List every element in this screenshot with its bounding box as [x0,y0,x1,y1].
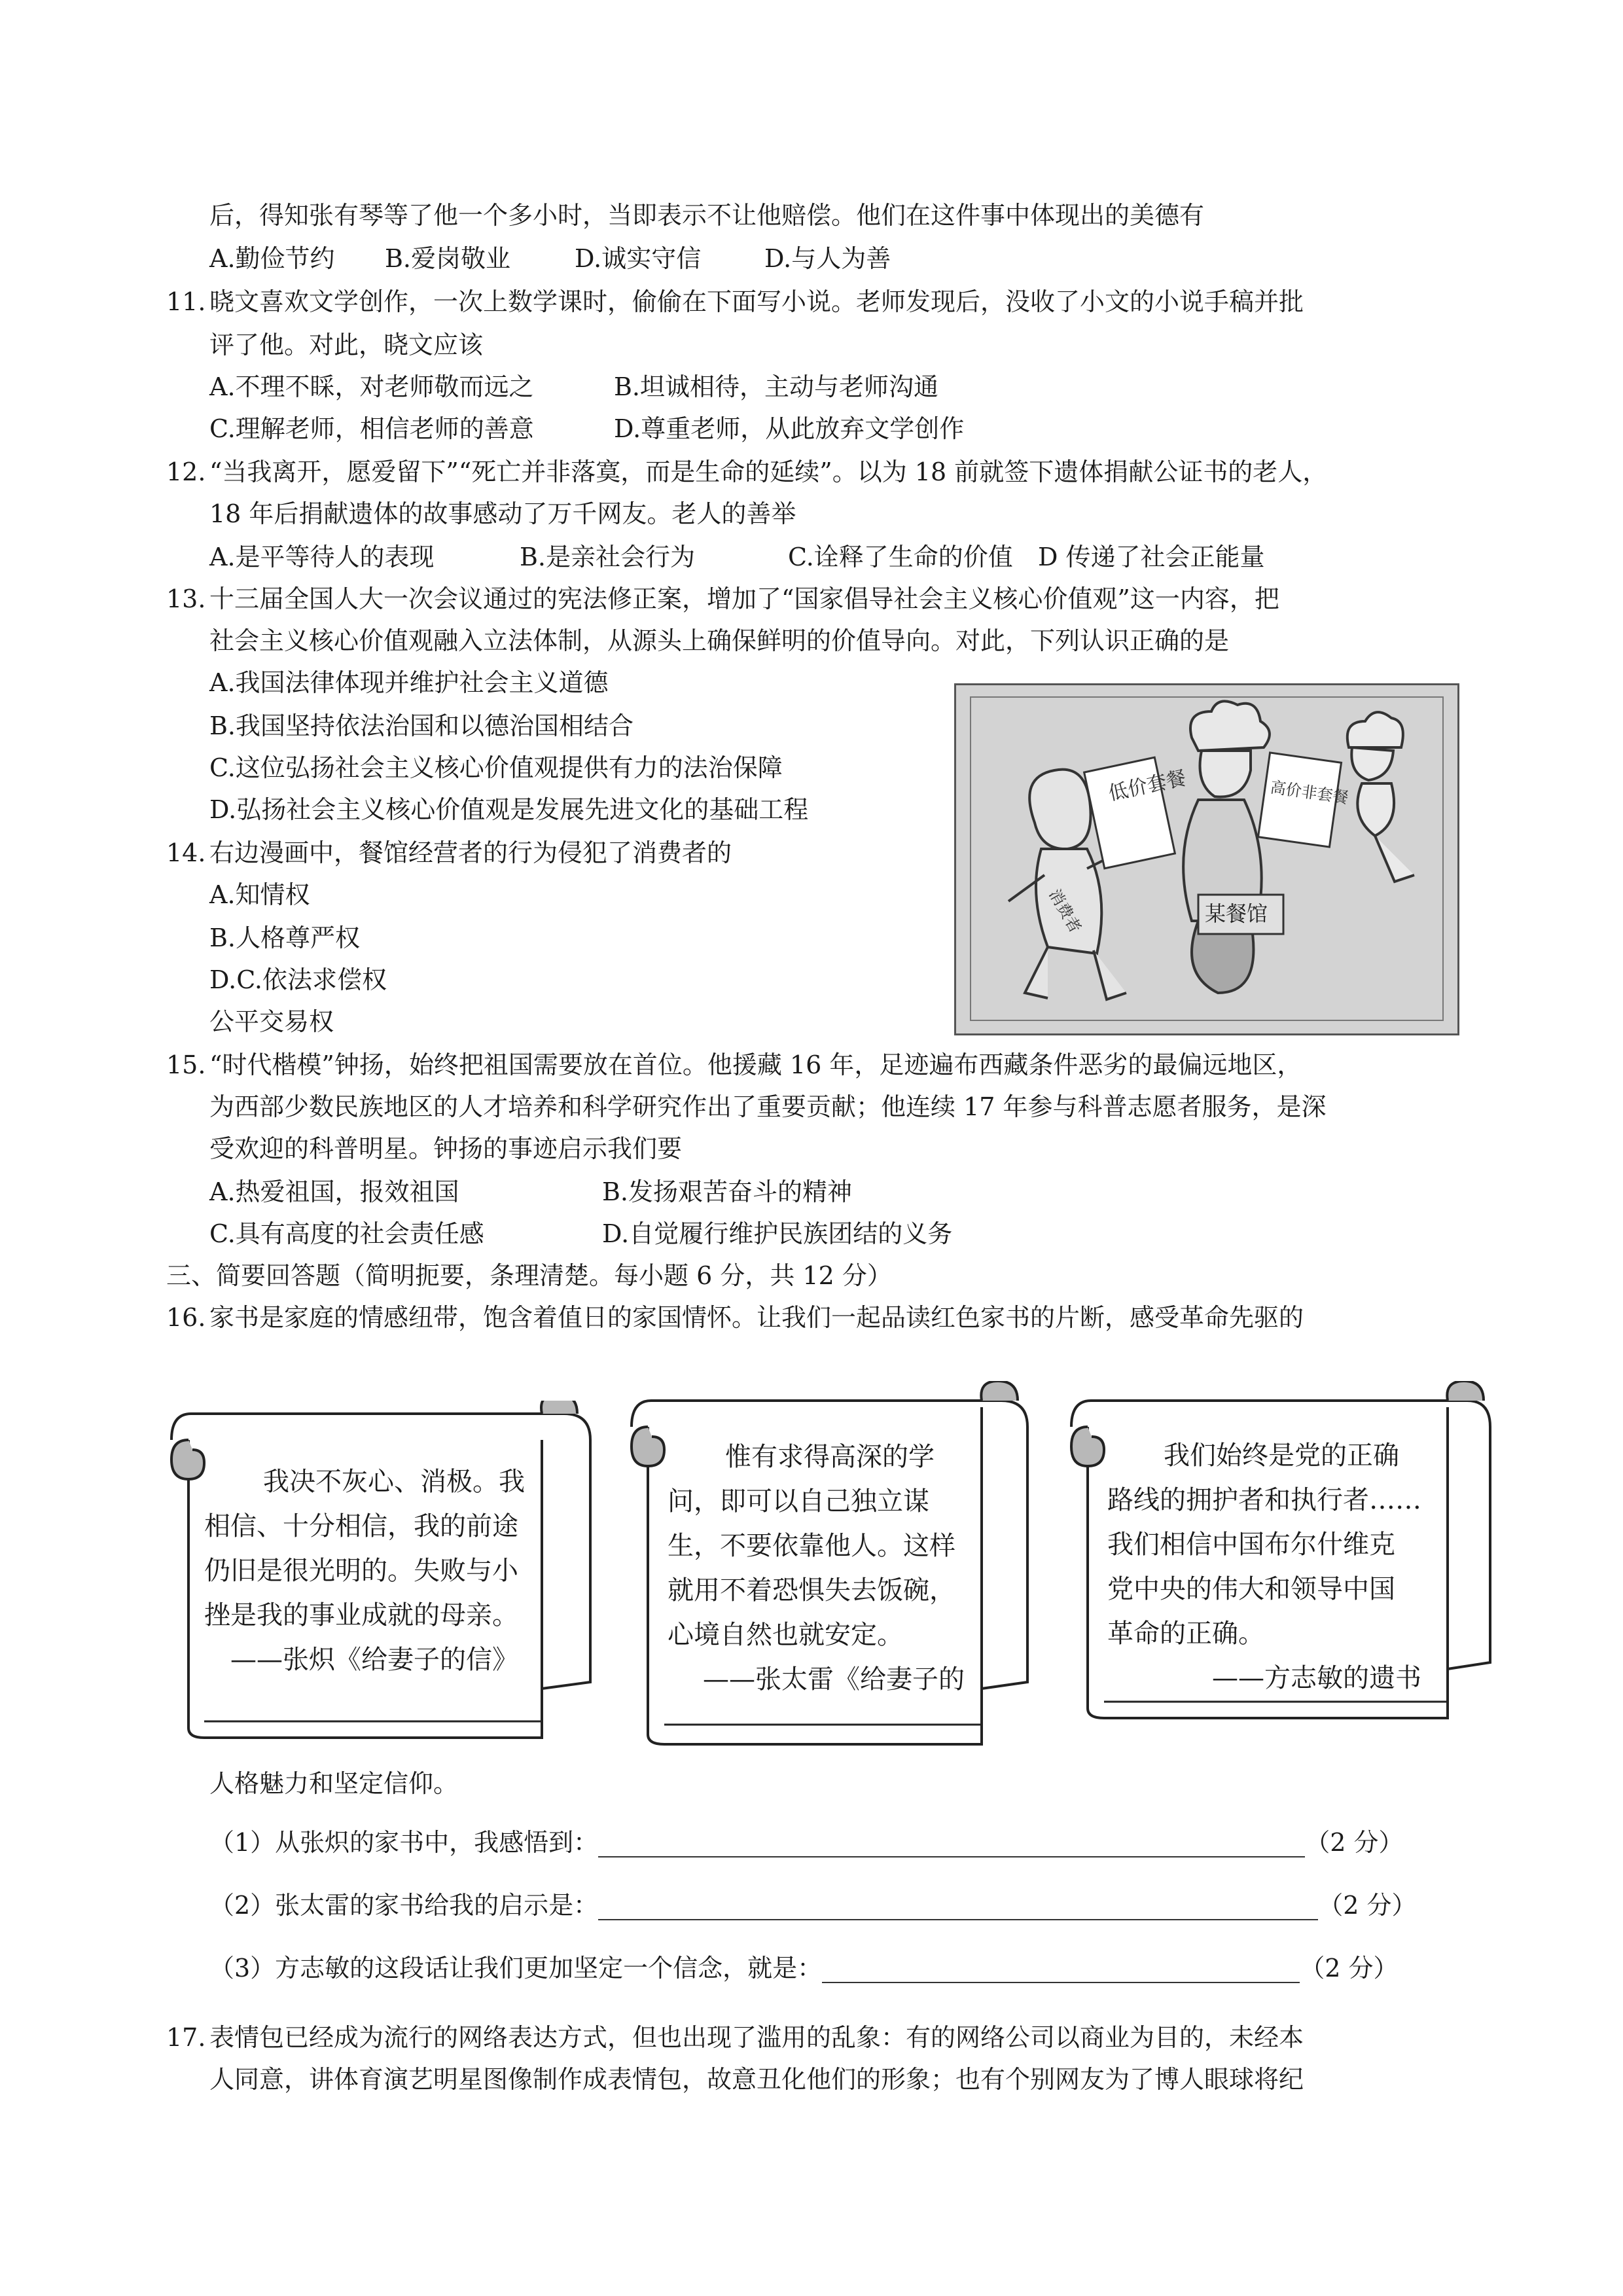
letter-2-line5: 心境自然也就安定。 [668,1620,903,1650]
q16-sub3-answer-line[interactable] [822,1958,1300,1983]
letter-1-line3: 仍旧是很光明的。失败与小 [204,1556,518,1586]
q16-sub3 [209,1953,1398,1983]
letter-2-line2: 问，即可以自己独立谋 [668,1486,929,1516]
q16-sub1-score: （2 分） [1305,1828,1404,1857]
letter-3-line5: 革命的正确。 [1107,1619,1264,1649]
cartoon-drawing [956,685,1457,1033]
chef-figure [1183,701,1270,993]
q13-option-c: C.这位弘扬社会主义核心价值观提供有力的法治保障 [209,753,783,782]
q16-number: 16. [166,1303,206,1332]
q12-option-d: D 传递了社会正能量 [1038,543,1265,571]
q10-option-c: D.诚实守信 [575,244,702,273]
letter-1-source: ——张炽《给妻子的信》 [230,1645,518,1675]
q16-stem-line1: 家书是家庭的情感纽带，饱含着值日的家国情怀。让我们一起品读红色家书的片断，感受革命先驱的 [209,1303,1304,1332]
q11-option-d: D.尊重老师，从此放弃文学创作 [614,414,965,443]
customer-label: 消费者 [1045,886,1085,937]
letter-3-line1: 我们始终是党的正确 [1164,1441,1399,1471]
q14-option-c: D.C.依法求偿权 [209,965,387,994]
letter-2-source: ——张太雷《给妻子的 [703,1664,965,1695]
q10-options [209,243,891,274]
q15-option-d: D.自觉履行维护民族团结的义务 [602,1219,953,1248]
q16-sub2-label: （2）张太雷的家书给我的启示是： [209,1891,599,1920]
q13-stem-line2: 社会主义核心价值观融入立法体制，从源头上确保鲜明的价值导向。对此，下列认识正确的是 [209,626,1230,655]
q15-option-a: A.热爱祖国，报效祖国 [209,1177,459,1206]
letter-2-line3: 生，不要依靠他人。这样 [668,1531,955,1561]
q14-option-b: B.人格尊严权 [209,924,361,952]
letter-3-line2: 路线的拥护者和执行者…… [1107,1485,1421,1515]
q10-continuation: 后，得知张有琴等了他一个多小时，当即表示不让他赔偿。他们在这件事中体现出的美德有 [209,201,1205,230]
q16-sub1-answer-line[interactable] [598,1833,1305,1857]
q16-sub2 [209,1890,1416,1920]
sign-high-price: 高价非套餐 [1269,778,1350,808]
q11-options-row2 [209,414,964,444]
letter-scroll-3 [1042,1381,1493,1748]
q16-sub1-label: （1）从张炽的家书中，我感悟到： [209,1828,599,1857]
letter-3-line4: 党中央的伟大和领导中国 [1107,1574,1395,1604]
q15-options-row2 [209,1219,952,1249]
section-3-heading: 三、简要回答题（简明扼要，条理清楚。每小题 6 分，共 12 分） [166,1261,892,1290]
q11-options-row1 [209,372,938,402]
q15-stem-line3: 受欢迎的科普明星。钟扬的事迹启示我们要 [209,1134,683,1163]
consumer-rights-cartoon [954,683,1459,1035]
q14-option-d: 公平交易权 [209,1007,334,1036]
q14-number: 14. [166,838,206,867]
q12-option-a: A.是平等待人的表现 [209,543,435,571]
q11-stem-line2: 评了他。对此，晓文应该 [209,331,484,359]
letter-2-line4: 就用不着恐惧失去饭碗， [668,1575,955,1605]
q13-option-a: A.我国法律体现并维护社会主义道德 [209,668,609,697]
q10-option-a: A.勤俭节约 [209,244,335,273]
q17-stem-line1: 表情包已经成为流行的网络表达方式，但也出现了滥用的乱象：有的网络公司以商业为目的，未经本 [209,2023,1304,2052]
q12-options [209,542,1265,572]
q11-option-a: A.不理不睬，对老师敬而远之 [209,372,534,401]
sign-low-price: 低价套餐 [1106,766,1188,806]
letter-scroll-2 [609,1381,1034,1748]
q13-stem-line1: 十三届全国人大一次会议通过的宪法修正案，增加了“国家倡导社会主义核心价值观”这一内容，把 [209,584,1279,613]
q16-sub3-label: （3）方志敏的这段话让我们更加坚定一个信念，就是： [209,1954,823,1982]
q13-option-d: D.弘扬社会主义核心价值观是发展先进文化的基础工程 [209,795,809,824]
q15-options-row1 [209,1177,852,1207]
q12-option-b: B.是亲社会行为 [520,543,696,571]
q12-stem-line2: 18 年后捐献遗体的故事感动了万千网友。老人的善举 [209,499,796,528]
q14-stem: 右边漫画中，餐馆经营者的行为侵犯了消费者的 [209,838,732,867]
q15-option-b: B.发扬艰苦奋斗的精神 [602,1177,853,1206]
q11-stem-line1: 晓文喜欢文学创作，一次上数学课时，偷偷在下面写小说。老师发现后，没收了小文的小说手稿并批 [209,287,1304,316]
letter-2-line1: 惟有求得高深的学 [725,1442,935,1472]
q16-sub1 [209,1827,1403,1857]
q17-stem-line2: 人同意，讲体育演艺明星图像制作成表情包，故意丑化他们的形象；也有个别网友为了博人眼球将纪 [209,2065,1304,2094]
q13-option-b: B.我国坚持依法治国和以德治国相结合 [209,711,634,740]
q15-stem-line1: “时代楷模”钟扬，始终把祖国需要放在首位。他援藏 16 年，足迹遍布西藏条件恶劣的最偏远地区， [209,1050,1302,1079]
q12-stem-line1: “当我离开，愿爱留下”“死亡并非落寞，而是生命的延续”。以为 18 前就签下遗体捐献公证书的老人， [209,457,1328,486]
q17-number: 17. [166,2023,206,2052]
q14-option-a: A.知情权 [209,880,310,909]
letter-scroll-1 [145,1401,597,1741]
q12-option-c: C.诠释了生命的价值 [788,543,1013,571]
letter-1-line2: 相信、十分相信，我的前途 [204,1511,518,1541]
q15-number: 15. [166,1050,206,1079]
q10-option-d: D.与人为善 [764,244,891,273]
letter-1-line1: 我决不灰心、消极。我 [263,1467,525,1497]
q16-continuation: 人格魅力和坚定信仰。 [209,1769,459,1798]
q16-sub2-answer-line[interactable] [598,1895,1318,1920]
q11-option-b: B.坦诚相待，主动与老师沟通 [614,372,939,401]
q10-option-b: B.爱岗敬业 [385,244,511,273]
q11-number: 11. [166,287,206,316]
q15-stem-line2: 为西部少数民族地区的人才培养和科学研究作出了重要贡献；他连续 17 年参与科普志愿者服务，是深 [209,1092,1327,1121]
q12-number: 12. [166,457,206,486]
q11-option-c: C.理解老师，相信老师的善意 [209,414,534,443]
q13-number: 13. [166,584,206,613]
waiter-figure [1347,712,1414,882]
letter-3-source: ——方志敏的遗书 [1212,1663,1421,1693]
letter-3-line3: 我们相信中国布尔什维克 [1107,1530,1395,1560]
q16-sub3-score: （2 分） [1300,1954,1399,1982]
q16-sub2-score: （2 分） [1318,1891,1417,1920]
letter-1-line4: 挫是我的事业成就的母亲。 [204,1600,518,1630]
q15-option-c: C.具有高度的社会责任感 [209,1219,484,1248]
restaurant-label: 某餐馆 [1205,901,1268,926]
